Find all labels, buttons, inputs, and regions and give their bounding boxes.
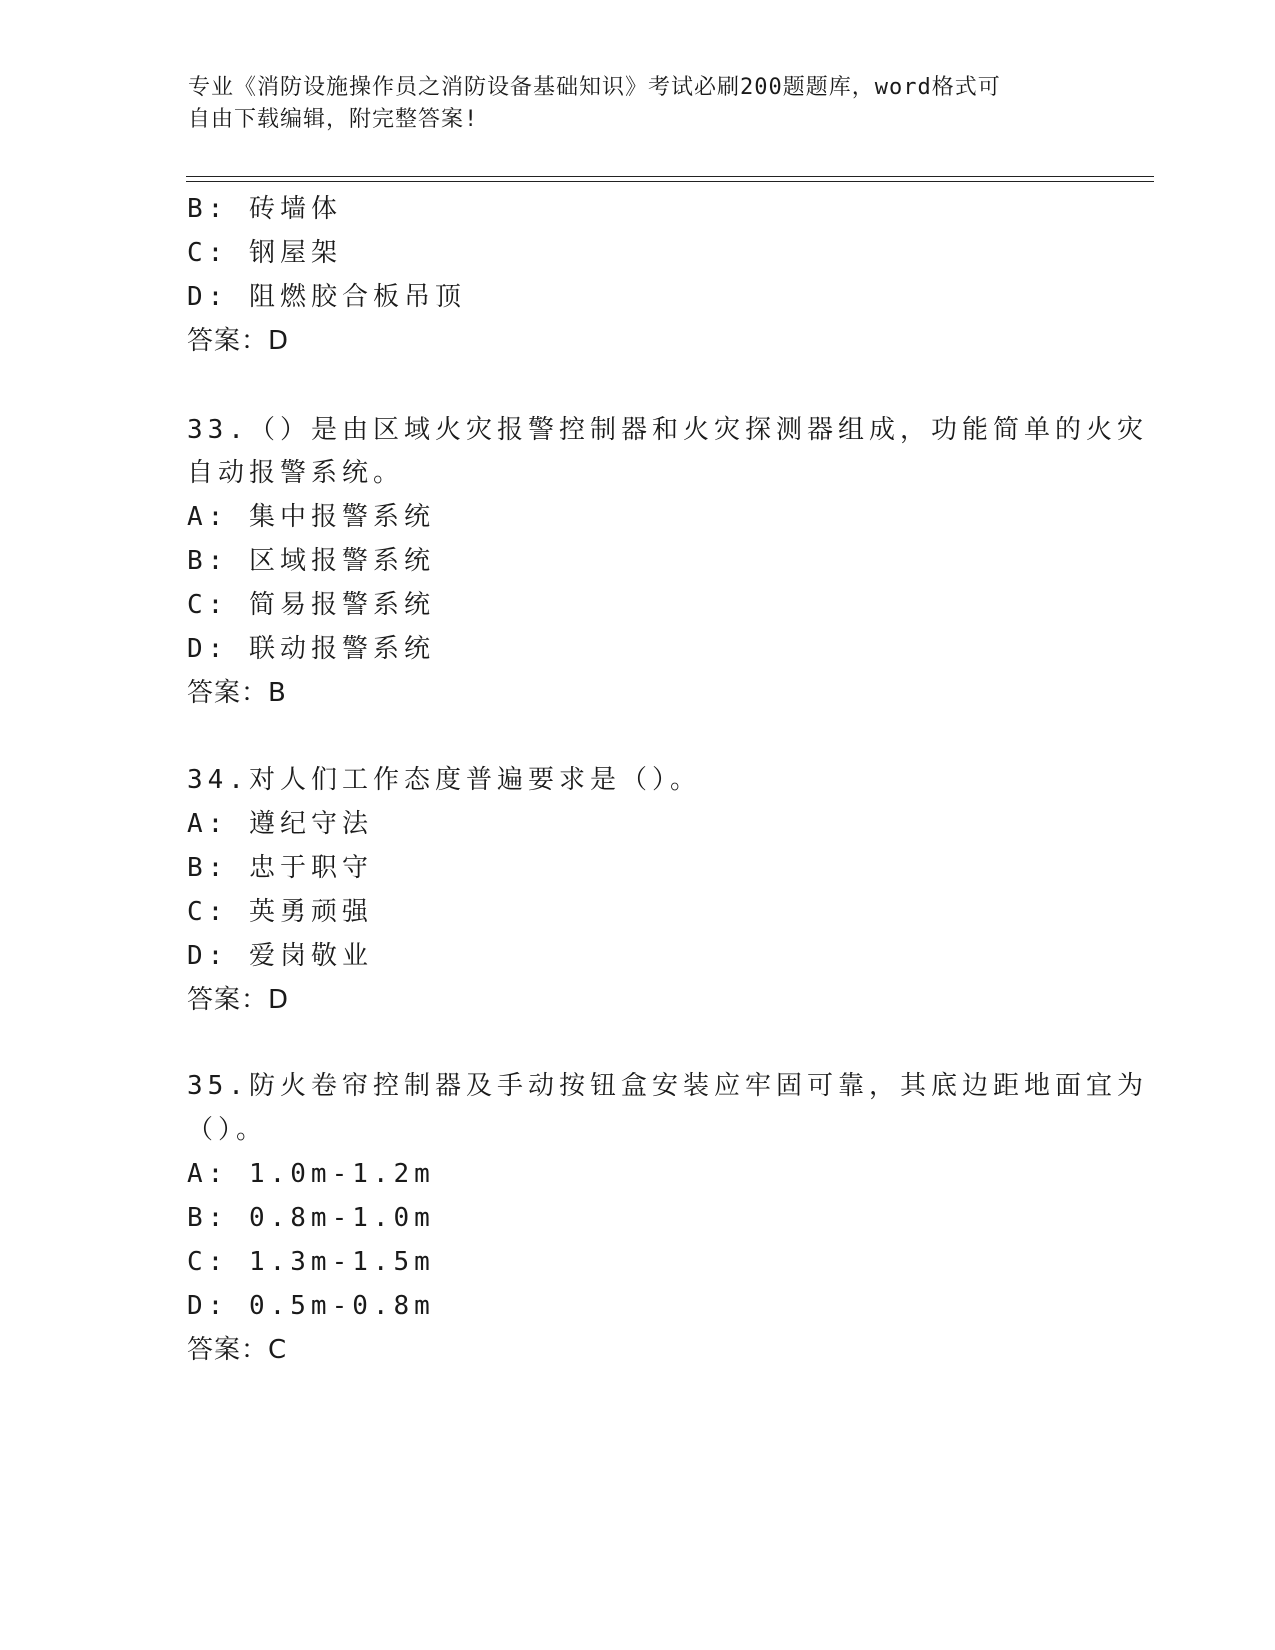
q35-option-b: B: 0.8m-1.0m — [187, 1203, 435, 1233]
header-divider-bottom — [186, 181, 1154, 182]
q35-option-a: A: 1.0m-1.2m — [187, 1159, 435, 1189]
q34-stem-line-1: 34.对人们工作态度普遍要求是（）。 — [187, 765, 701, 795]
q33-option-c: C: 简易报警系统 — [187, 590, 435, 620]
q33-answer: 答案：B — [187, 678, 287, 708]
q32-option-d: D: 阻燃胶合板吊顶 — [187, 282, 466, 312]
q32-answer: 答案：D — [187, 326, 290, 356]
q34-option-b: B: 忠于职守 — [187, 853, 373, 883]
q35-stem-line-1: 35.防火卷帘控制器及手动按钮盒安装应牢固可靠，其底边距地面宜为 — [187, 1071, 1148, 1101]
q32-option-b: B: 砖墙体 — [187, 194, 342, 224]
q33-option-a: A: 集中报警系统 — [187, 502, 435, 532]
q35-option-d: D: 0.5m-0.8m — [187, 1291, 435, 1321]
document-header — [188, 72, 1088, 136]
q35-option-c: C: 1.3m-1.5m — [187, 1247, 435, 1277]
q33-stem-line-2: 自动报警系统。 — [187, 458, 405, 488]
q32-option-c: C: 钢屋架 — [187, 238, 342, 268]
header-line-1: 专业《消防设施操作员之消防设备基础知识》考试必刷200题题库，word格式可 — [188, 75, 1001, 100]
q34-option-d: D: 爱岗敬业 — [187, 941, 373, 971]
header-divider-top — [186, 176, 1154, 177]
q35-answer: 答案：C — [187, 1335, 288, 1365]
q34-option-c: C: 英勇顽强 — [187, 897, 373, 927]
q33-option-b: B: 区域报警系统 — [187, 546, 435, 576]
q33-stem-line-1: 33.（）是由区域火灾报警控制器和火灾探测器组成，功能简单的火灾 — [187, 415, 1148, 445]
q33-option-d: D: 联动报警系统 — [187, 634, 435, 664]
q34-answer: 答案：D — [187, 985, 290, 1015]
q34-option-a: A: 遵纪守法 — [187, 809, 373, 839]
header-line-2: 自由下载编辑，附完整答案! — [188, 107, 479, 132]
q35-stem-line-2: （）。 — [187, 1115, 268, 1145]
